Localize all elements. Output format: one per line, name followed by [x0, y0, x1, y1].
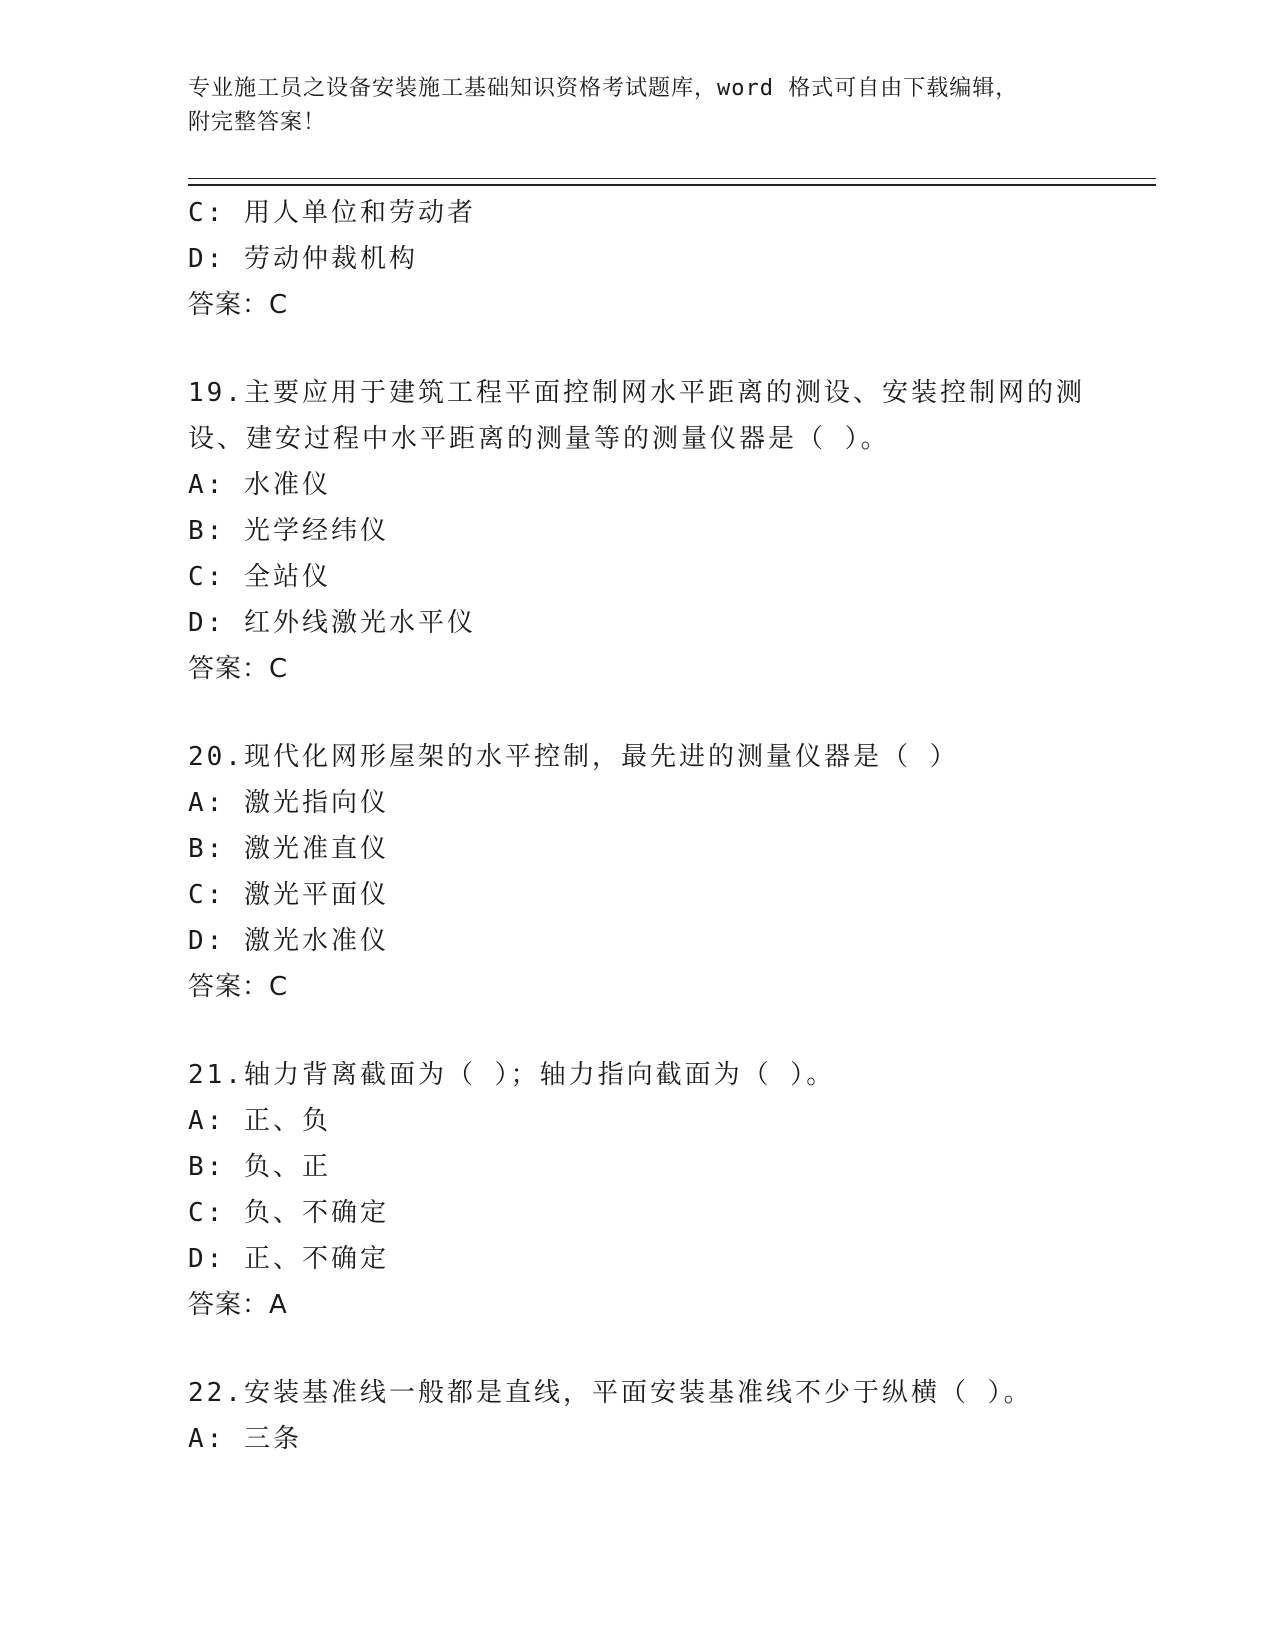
header-title-line-1: 专业施工员之设备安装施工基础知识资格考试题库，word 格式可自由下载编辑，: [188, 76, 1019, 101]
answer-label: 答案：: [188, 654, 270, 684]
answer-value: C: [269, 972, 289, 1002]
header-divider-thin: [188, 178, 1156, 179]
continued-question-block: [188, 190, 1118, 328]
option-line: C: 负、不确定: [188, 1198, 389, 1228]
option-line: A: 水准仪: [188, 470, 331, 500]
question-22-block: [188, 1370, 1118, 1462]
option-line: D: 红外线激光水平仪: [188, 608, 476, 638]
question-19-block: [188, 370, 1118, 692]
answer-line: [188, 282, 1118, 328]
spacer: [188, 692, 1118, 734]
header-title-line-2: 附完整答案！: [188, 110, 327, 135]
answer-label: 答案：: [188, 972, 270, 1002]
answer-label: 答案：: [188, 1290, 270, 1320]
answer-value: A: [269, 1290, 288, 1320]
spacer: [188, 1328, 1118, 1370]
option-line: C: 激光平面仪: [188, 880, 389, 910]
option-line: A: 正、负: [188, 1106, 331, 1136]
answer-line: [188, 1282, 1118, 1328]
answer-value: C: [269, 654, 289, 684]
option-line: A: 三条: [188, 1424, 302, 1454]
question-stem-line: 设、建安过程中水平距离的测量等的测量仪器是（ ）。: [188, 424, 890, 454]
answer-line: [188, 646, 1118, 692]
option-line: D: 激光水准仪: [188, 926, 389, 956]
option-line: C: 用人单位和劳动者: [188, 198, 476, 228]
question-stem-line: 22.安装基准线一般都是直线，平面安装基准线不少于纵横（ ）。: [188, 1378, 1033, 1408]
spacer: [188, 328, 1118, 370]
question-stem-line: 20.现代化网形屋架的水平控制，最先进的测量仪器是（ ）: [188, 742, 959, 772]
answer-label: 答案：: [188, 290, 270, 320]
question-stem-line: 19.主要应用于建筑工程平面控制网水平距离的测设、安装控制网的测: [188, 378, 1085, 408]
answer-value: C: [269, 290, 289, 320]
option-line: B: 激光准直仪: [188, 834, 389, 864]
option-line: C: 全站仪: [188, 562, 331, 592]
question-stem-line: 21.轴力背离截面为（ ）；轴力指向截面为（ ）。: [188, 1060, 836, 1090]
option-line: D: 劳动仲裁机构: [188, 244, 418, 274]
question-content: [188, 190, 1118, 1462]
option-line: A: 激光指向仪: [188, 788, 389, 818]
header-divider-thick: [188, 184, 1156, 186]
option-line: D: 正、不确定: [188, 1244, 389, 1274]
question-20-block: [188, 734, 1118, 1010]
answer-line: [188, 964, 1118, 1010]
option-line: B: 光学经纬仪: [188, 516, 389, 546]
spacer: [188, 1010, 1118, 1052]
question-21-block: [188, 1052, 1118, 1328]
document-header: [188, 72, 1088, 140]
option-line: B: 负、正: [188, 1152, 331, 1182]
